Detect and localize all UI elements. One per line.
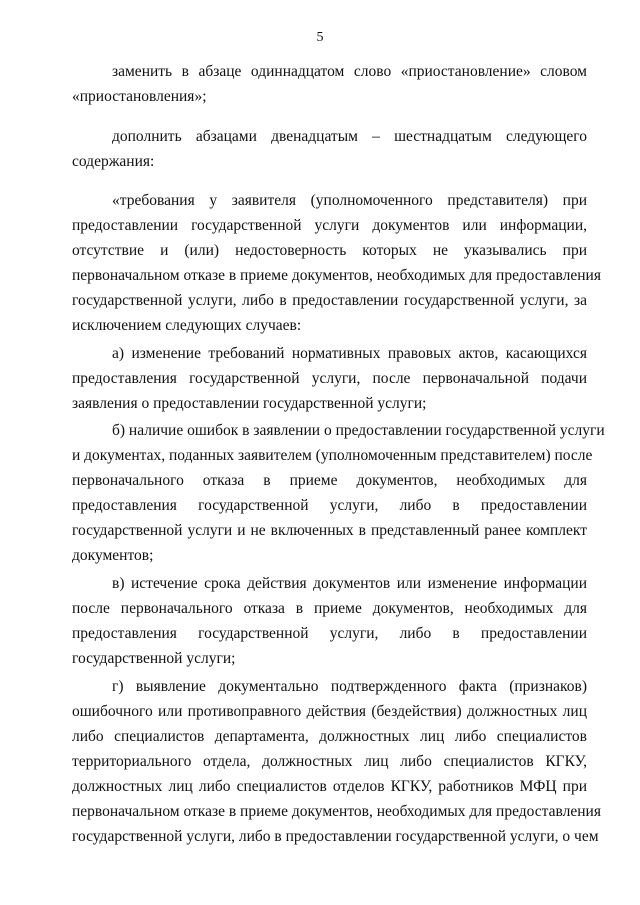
text-line: должностных лиц либо специалистов отделов КГКУ, работников МФЦ при — [72, 778, 587, 795]
text-line: заявления о предоставлении государственной услуги; — [72, 395, 427, 412]
text-line: ошибочного или противоправного действия (бездействия) должностных лиц — [72, 703, 587, 720]
text-line: б) наличие ошибок в заявлении о предоставлении государственной услуги — [112, 422, 605, 439]
text-line: после первоначального отказа в приеме документов, необходимых для — [72, 600, 587, 617]
text-line: государственной услуги, либо в предоставлении государственной услуги, о чем — [72, 828, 599, 845]
text-line: исключением следующих случаев: — [72, 317, 302, 334]
text-line: содержания: — [72, 153, 155, 170]
text-line: и документах, поданных заявителем (уполномоченным представителем) после — [72, 447, 593, 464]
text-line: государственной услуги, либо в предоставлении государственной услуги, за — [72, 292, 587, 309]
text-line: г) выявление документально подтвержденного факта (признаков) — [112, 678, 587, 695]
page-number: 5 — [316, 30, 324, 45]
text-line: первоначального отказа в приеме документов, необходимых для — [72, 472, 587, 489]
text-line: а) изменение требований нормативных правовых актов, касающихся — [112, 345, 587, 362]
text-line: в) истечение срока действия документов или изменение информации — [112, 575, 587, 592]
text-line: дополнить абзацами двенадцатым – шестнадцатым следующего — [112, 128, 587, 145]
text-line: предоставления государственной услуги, либо в предоставлении — [72, 625, 587, 642]
text-line: отсутствие и (или) недостоверность которых не указывались при — [72, 242, 587, 259]
text-line: предоставлении государственной услуги документов или информации, — [72, 217, 587, 234]
text-line: предоставления государственной услуги, либо в предоставлении — [72, 497, 587, 514]
text-line: «приостановления»; — [72, 88, 207, 105]
text-line: либо специалистов департамента, должностных лиц либо специалистов — [72, 728, 587, 745]
text-line: первоначальном отказе в приеме документов, необходимых для предоставления — [72, 803, 601, 820]
text-line: первоначальном отказе в приеме документов, необходимых для предоставления — [72, 267, 601, 284]
text-line: предоставления государственной услуги, после первоначальной подачи — [72, 370, 587, 387]
text-line: «требования у заявителя (уполномоченного представителя) при — [112, 192, 587, 209]
text-line: заменить в абзаце одиннадцатом слово «приостановление» словом — [112, 63, 587, 80]
text-line: документов; — [72, 547, 154, 564]
text-line: государственной услуги; — [72, 650, 236, 667]
text-line: территориального отдела, должностных лиц либо специалистов КГКУ, — [72, 753, 587, 770]
text-line: государственной услуги и не включенных в представленный ранее комплект — [72, 522, 587, 539]
